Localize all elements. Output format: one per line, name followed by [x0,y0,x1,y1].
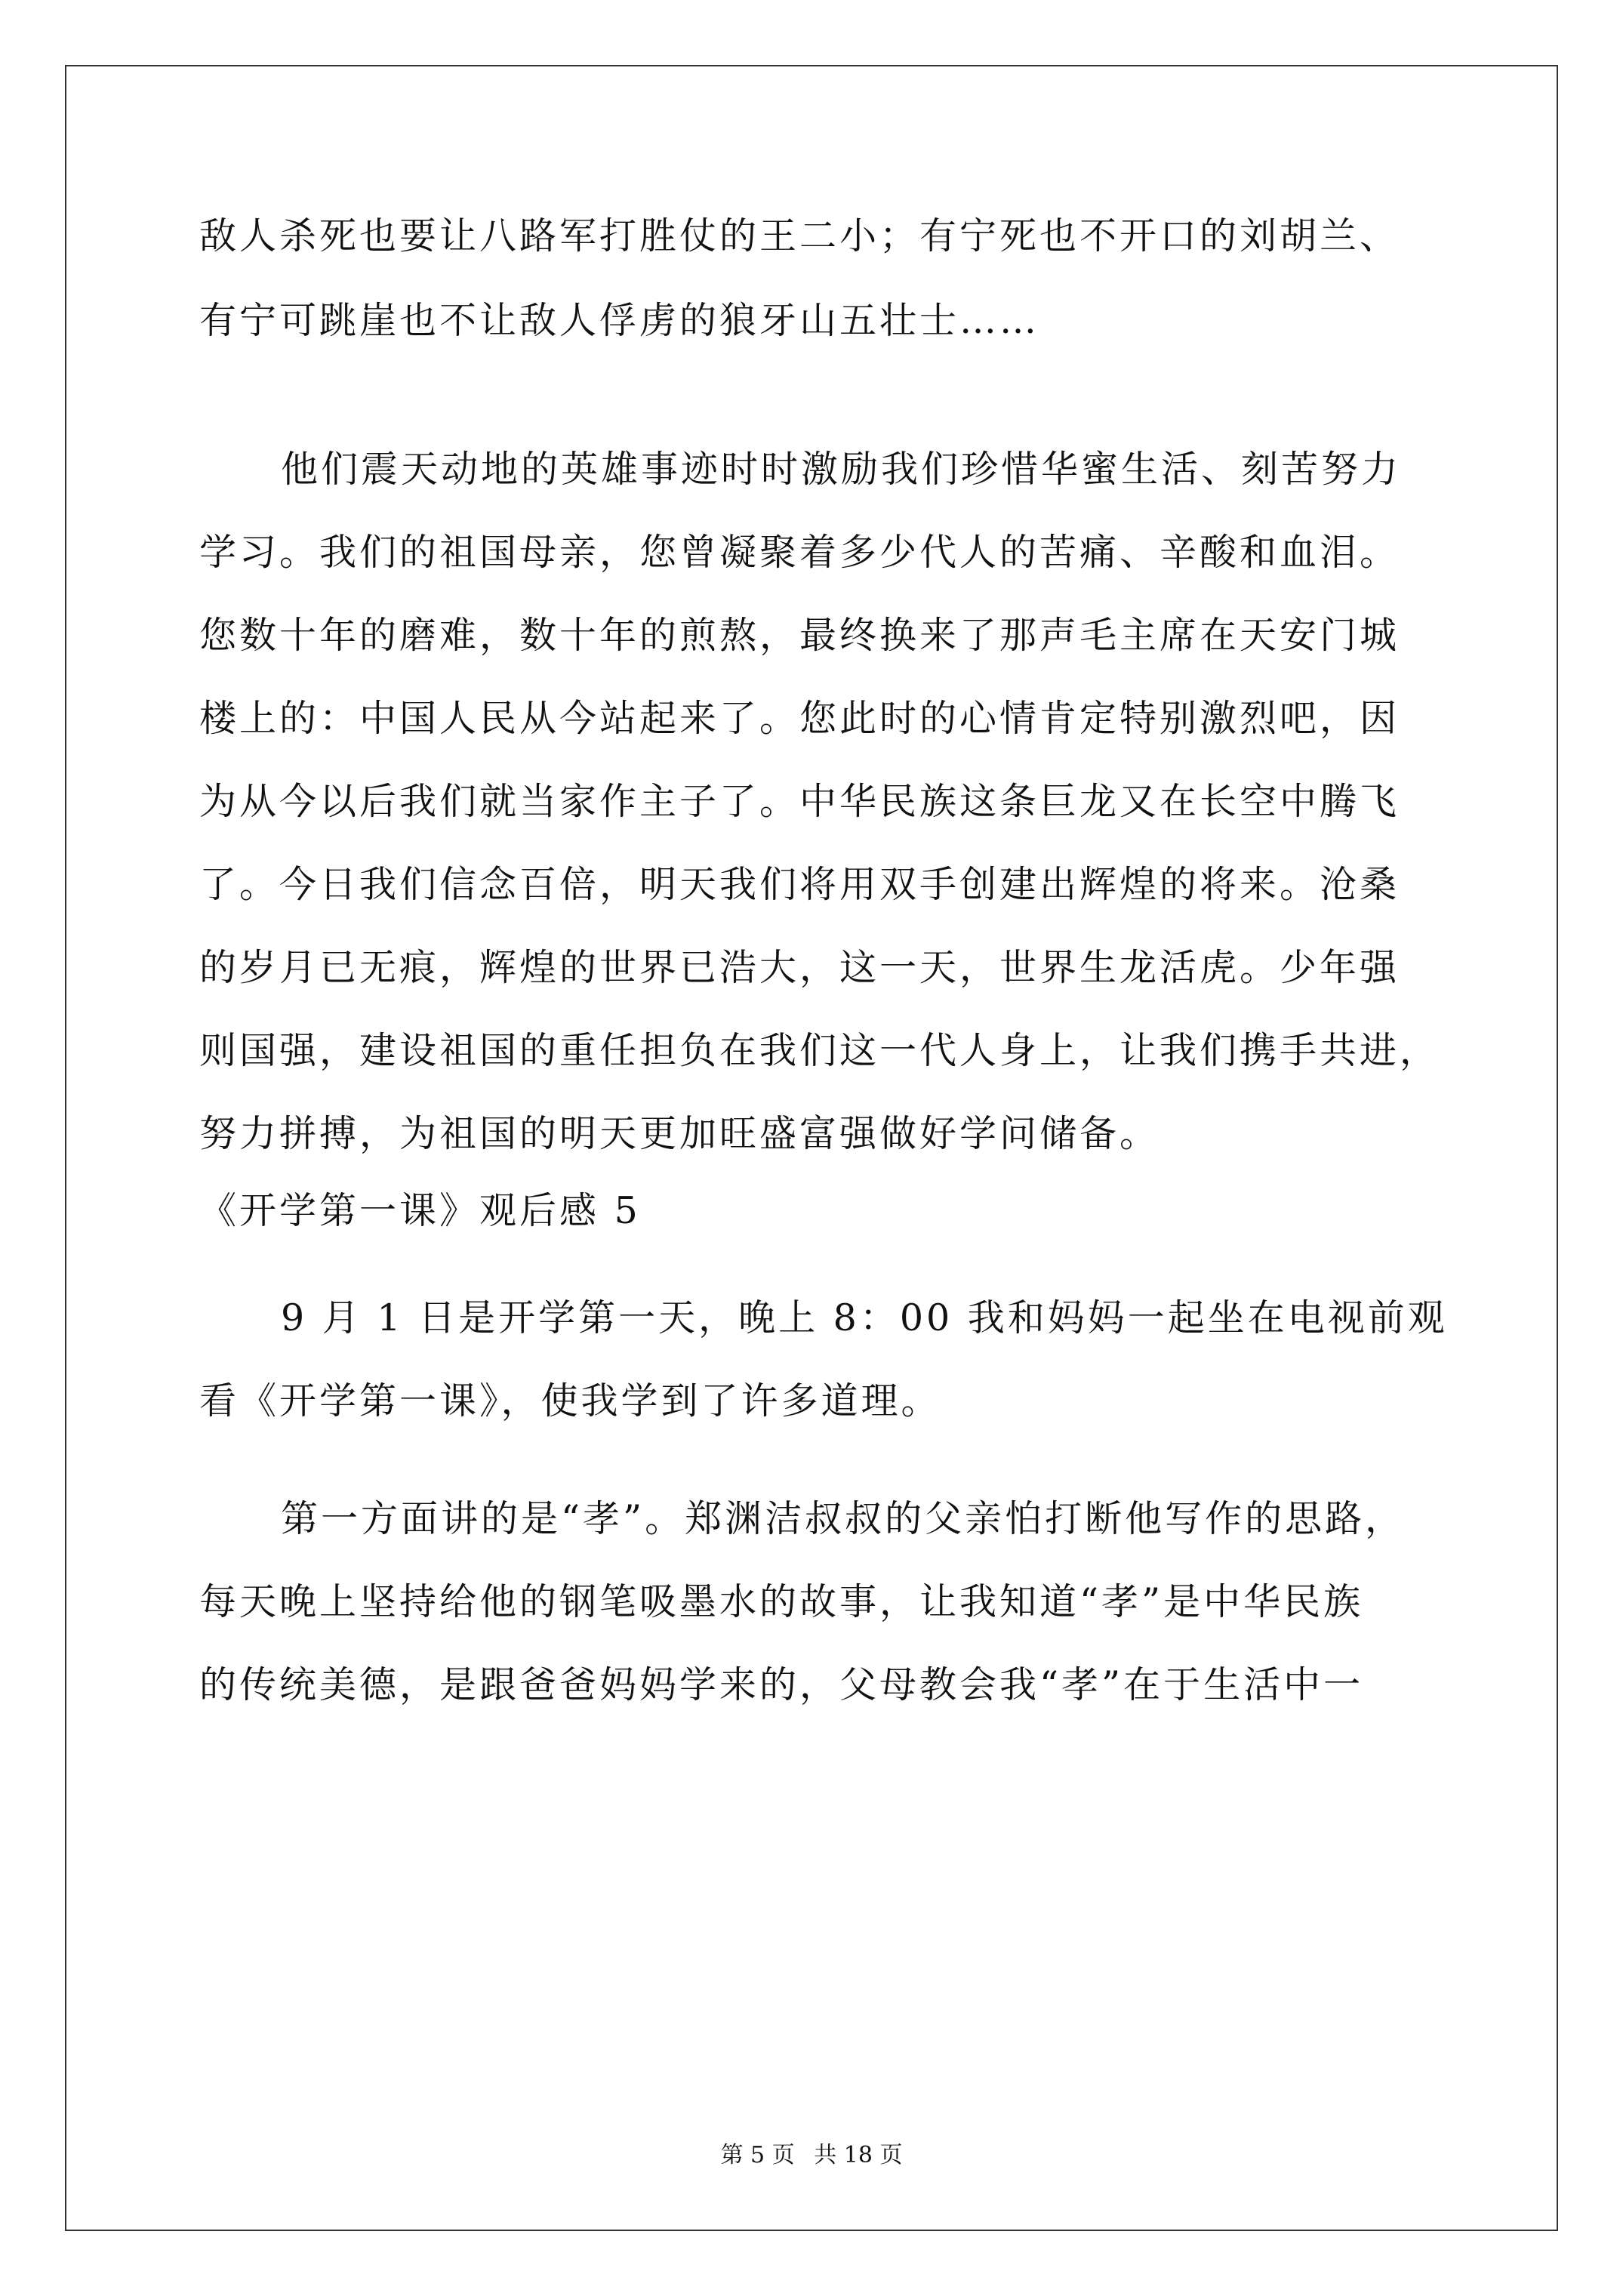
text-line: 看《开学第一课》，使我学到了许多道理。 [199,1379,941,1422]
text-line: 则国强，建设祖国的重任担负在我们这一代人身上，让我们携手共进， [199,1029,1440,1072]
text-line: 每天晚上坚持给他的钢笔吸墨水的故事，让我知道“孝”是中华民族 [199,1580,1364,1623]
page-number: 第 5 页 [720,2142,795,2168]
text-line: 努力拼搏，为祖国的明天更加旺盛富强做好学问储备。 [199,1112,1160,1155]
text-line: 的岁月已无痕，辉煌的世界已浩大，这一天，世界生龙活虎。少年强 [199,946,1400,989]
text-line: 学习。我们的祖国母亲，您曾凝聚着多少代人的苦痛、辛酸和血泪。 [199,531,1400,574]
paragraph-start-line: 9 月 1 日是开学第一天，晚上 8：00 我和妈妈一起坐在电视前观 [281,1296,1448,1339]
text-line: 有宁可跳崖也不让敌人俘虏的狼牙山五壮士…… [199,299,1040,342]
text-line: 的传统美德，是跟爸爸妈妈学来的，父母教会我“孝”在于生活中一 [199,1663,1364,1706]
text-line: 了。今日我们信念百倍，明天我们将用双手创建出辉煌的将来。沧桑 [199,863,1400,906]
text-line: 楼上的：中国人民从今站起来了。您此时的心情肯定特别激烈吧，因 [199,697,1400,740]
section-heading: 《开学第一课》观后感 5 [199,1189,641,1232]
text-line: 敌人杀死也要让八路军打胜仗的王二小；有宁死也不开口的刘胡兰、 [199,214,1400,257]
page-total: 共 18 页 [814,2142,903,2168]
paragraph-start-line: 第一方面讲的是“孝”。郑渊洁叔叔的父亲怕打断他写作的思路， [281,1497,1406,1540]
text-line: 您数十年的磨难，数十年的煎熬，最终换来了那声毛主席在天安门城 [199,614,1400,657]
page-footer [0,2144,1623,2167]
paragraph-start-line: 他们震天动地的英雄事迹时时激励我们珍惜华蜜生活、刻苦努力 [281,448,1402,491]
text-line: 为从今以后我们就当家作主子了。中华民族这条巨龙又在长空中腾飞 [199,780,1400,823]
